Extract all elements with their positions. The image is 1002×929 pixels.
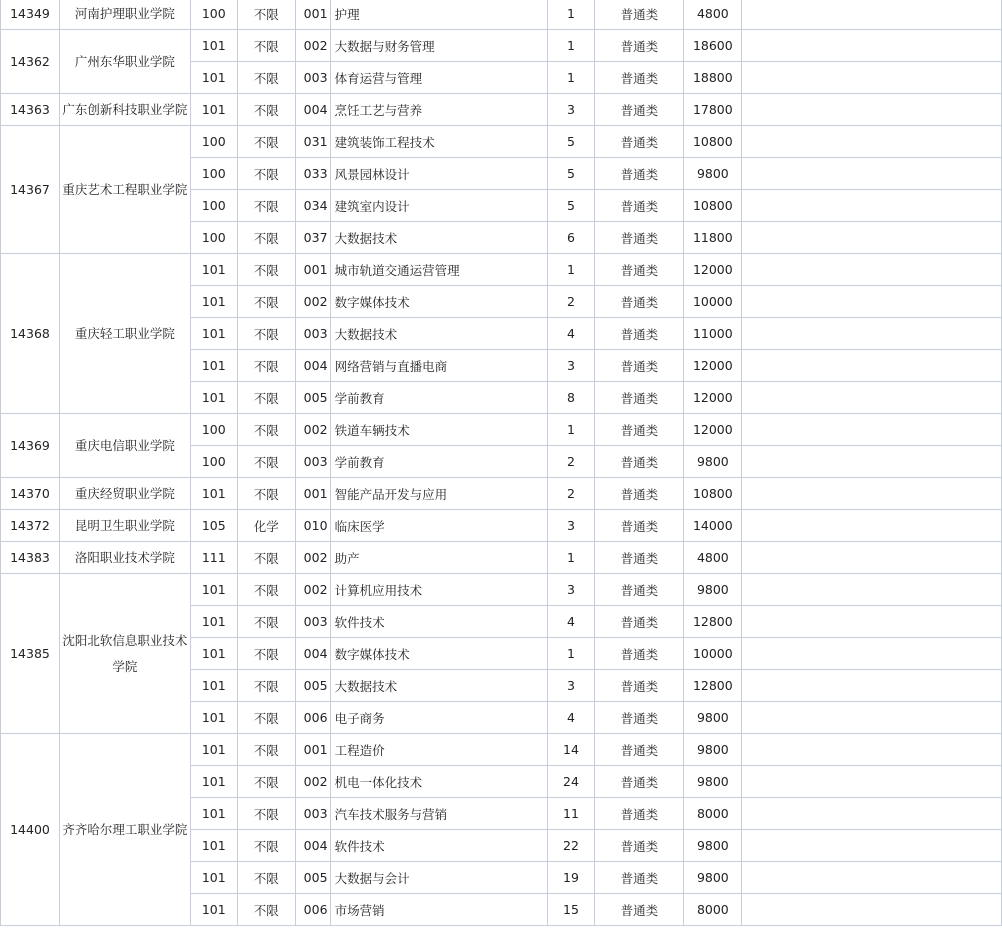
category-cell: 普通类: [595, 862, 684, 894]
plan-count-cell: 14: [547, 734, 595, 766]
category-cell: 普通类: [595, 126, 684, 158]
group-code-cell: 101: [190, 734, 237, 766]
category-cell: 普通类: [595, 30, 684, 62]
empty-cell: [742, 286, 1002, 318]
plan-count-cell: 3: [547, 350, 595, 382]
major-code-cell: 003: [295, 318, 330, 350]
tuition-cell: 17800: [684, 94, 742, 126]
school-name-cell: 广东创新科技职业学院: [59, 94, 190, 126]
major-code-cell: 006: [295, 702, 330, 734]
major-name-cell: 城市轨道交通运营管理: [330, 254, 547, 286]
subject-requirement-cell: 不限: [237, 414, 295, 446]
school-code-cell: 14400: [1, 734, 60, 926]
empty-cell: [742, 798, 1002, 830]
empty-cell: [742, 222, 1002, 254]
school-name-cell: 重庆电信职业学院: [59, 414, 190, 478]
school-name-cell: 昆明卫生职业学院: [59, 510, 190, 542]
subject-requirement-cell: 不限: [237, 126, 295, 158]
category-cell: 普通类: [595, 542, 684, 574]
table-row: [1, 30, 1002, 62]
category-cell: 普通类: [595, 574, 684, 606]
major-code-cell: 003: [295, 798, 330, 830]
plan-count-cell: 24: [547, 766, 595, 798]
tuition-cell: 11800: [684, 222, 742, 254]
major-code-cell: 034: [295, 190, 330, 222]
category-cell: 普通类: [595, 414, 684, 446]
tuition-cell: 12800: [684, 670, 742, 702]
tuition-cell: 10000: [684, 286, 742, 318]
group-code-cell: 100: [190, 126, 237, 158]
plan-count-cell: 19: [547, 862, 595, 894]
major-name-cell: 铁道车辆技术: [330, 414, 547, 446]
school-name-cell: 沈阳北软信息职业技术学院: [59, 574, 190, 734]
empty-cell: [742, 126, 1002, 158]
subject-requirement-cell: 不限: [237, 62, 295, 94]
major-name-cell: 学前教育: [330, 446, 547, 478]
group-code-cell: 101: [190, 62, 237, 94]
category-cell: 普通类: [595, 510, 684, 542]
school-name-cell: 广州东华职业学院: [59, 30, 190, 94]
table-row: [1, 574, 1002, 606]
subject-requirement-cell: 不限: [237, 766, 295, 798]
category-cell: 普通类: [595, 0, 684, 30]
group-code-cell: 101: [190, 574, 237, 606]
empty-cell: [742, 670, 1002, 702]
group-code-cell: 101: [190, 286, 237, 318]
empty-cell: [742, 382, 1002, 414]
group-code-cell: 101: [190, 830, 237, 862]
empty-cell: [742, 894, 1002, 926]
school-name-cell: 河南护理职业学院: [59, 0, 190, 30]
group-code-cell: 100: [190, 446, 237, 478]
school-name-cell: 重庆轻工职业学院: [59, 254, 190, 414]
group-code-cell: 101: [190, 30, 237, 62]
plan-count-cell: 1: [547, 638, 595, 670]
category-cell: 普通类: [595, 350, 684, 382]
empty-cell: [742, 734, 1002, 766]
major-code-cell: 003: [295, 606, 330, 638]
category-cell: 普通类: [595, 222, 684, 254]
subject-requirement-cell: 不限: [237, 830, 295, 862]
school-name-cell: 重庆经贸职业学院: [59, 478, 190, 510]
tuition-cell: 9800: [684, 446, 742, 478]
empty-cell: [742, 62, 1002, 94]
major-code-cell: 004: [295, 830, 330, 862]
empty-cell: [742, 350, 1002, 382]
school-code-cell: 14368: [1, 254, 60, 414]
plan-count-cell: 2: [547, 286, 595, 318]
major-name-cell: 风景园林设计: [330, 158, 547, 190]
subject-requirement-cell: 不限: [237, 382, 295, 414]
tuition-cell: 12000: [684, 382, 742, 414]
major-code-cell: 037: [295, 222, 330, 254]
group-code-cell: 100: [190, 158, 237, 190]
empty-cell: [742, 574, 1002, 606]
school-code-cell: 14372: [1, 510, 60, 542]
tuition-cell: 9800: [684, 574, 742, 606]
group-code-cell: 101: [190, 350, 237, 382]
table-body: [1, 0, 1002, 926]
group-code-cell: 101: [190, 94, 237, 126]
table-row: [1, 510, 1002, 542]
empty-cell: [742, 158, 1002, 190]
tuition-cell: 9800: [684, 158, 742, 190]
subject-requirement-cell: 不限: [237, 350, 295, 382]
group-code-cell: 101: [190, 670, 237, 702]
subject-requirement-cell: 不限: [237, 638, 295, 670]
group-code-cell: 101: [190, 638, 237, 670]
school-code-cell: 14383: [1, 542, 60, 574]
plan-count-cell: 1: [547, 414, 595, 446]
major-code-cell: 002: [295, 30, 330, 62]
major-name-cell: 市场营销: [330, 894, 547, 926]
school-code-cell: 14362: [1, 30, 60, 94]
plan-count-cell: 3: [547, 574, 595, 606]
table-row: [1, 0, 1002, 30]
major-name-cell: 助产: [330, 542, 547, 574]
major-name-cell: 网络营销与直播电商: [330, 350, 547, 382]
plan-count-cell: 3: [547, 670, 595, 702]
table-row: [1, 414, 1002, 446]
subject-requirement-cell: 不限: [237, 318, 295, 350]
empty-cell: [742, 542, 1002, 574]
group-code-cell: 111: [190, 542, 237, 574]
plan-count-cell: 2: [547, 478, 595, 510]
category-cell: 普通类: [595, 158, 684, 190]
group-code-cell: 100: [190, 0, 237, 30]
major-name-cell: 建筑室内设计: [330, 190, 547, 222]
category-cell: 普通类: [595, 446, 684, 478]
plan-count-cell: 1: [547, 62, 595, 94]
major-code-cell: 005: [295, 670, 330, 702]
major-name-cell: 大数据技术: [330, 670, 547, 702]
subject-requirement-cell: 不限: [237, 0, 295, 30]
empty-cell: [742, 190, 1002, 222]
plan-count-cell: 4: [547, 702, 595, 734]
empty-cell: [742, 30, 1002, 62]
plan-count-cell: 5: [547, 158, 595, 190]
subject-requirement-cell: 化学: [237, 510, 295, 542]
tuition-cell: 10800: [684, 126, 742, 158]
subject-requirement-cell: 不限: [237, 542, 295, 574]
plan-count-cell: 1: [547, 0, 595, 30]
tuition-cell: 18800: [684, 62, 742, 94]
tuition-cell: 9800: [684, 862, 742, 894]
tuition-cell: 12800: [684, 606, 742, 638]
major-code-cell: 004: [295, 638, 330, 670]
category-cell: 普通类: [595, 734, 684, 766]
empty-cell: [742, 638, 1002, 670]
empty-cell: [742, 254, 1002, 286]
group-code-cell: 101: [190, 606, 237, 638]
plan-count-cell: 3: [547, 510, 595, 542]
major-code-cell: 005: [295, 862, 330, 894]
major-name-cell: 软件技术: [330, 606, 547, 638]
tuition-cell: 8000: [684, 798, 742, 830]
major-code-cell: 001: [295, 478, 330, 510]
table-row: [1, 254, 1002, 286]
major-name-cell: 电子商务: [330, 702, 547, 734]
tuition-cell: 18600: [684, 30, 742, 62]
group-code-cell: 105: [190, 510, 237, 542]
major-code-cell: 002: [295, 542, 330, 574]
group-code-cell: 101: [190, 478, 237, 510]
major-code-cell: 010: [295, 510, 330, 542]
tuition-cell: 9800: [684, 702, 742, 734]
group-code-cell: 101: [190, 862, 237, 894]
group-code-cell: 100: [190, 222, 237, 254]
subject-requirement-cell: 不限: [237, 286, 295, 318]
empty-cell: [742, 414, 1002, 446]
major-code-cell: 004: [295, 94, 330, 126]
major-code-cell: 003: [295, 446, 330, 478]
major-name-cell: 软件技术: [330, 830, 547, 862]
plan-count-cell: 3: [547, 94, 595, 126]
school-name-cell: 洛阳职业技术学院: [59, 542, 190, 574]
subject-requirement-cell: 不限: [237, 254, 295, 286]
category-cell: 普通类: [595, 638, 684, 670]
tuition-cell: 14000: [684, 510, 742, 542]
major-name-cell: 学前教育: [330, 382, 547, 414]
tuition-cell: 9800: [684, 766, 742, 798]
school-code-cell: 14370: [1, 478, 60, 510]
plan-count-cell: 22: [547, 830, 595, 862]
empty-cell: [742, 862, 1002, 894]
table-row: [1, 734, 1002, 766]
category-cell: 普通类: [595, 190, 684, 222]
category-cell: 普通类: [595, 318, 684, 350]
empty-cell: [742, 510, 1002, 542]
category-cell: 普通类: [595, 382, 684, 414]
group-code-cell: 101: [190, 766, 237, 798]
plan-count-cell: 5: [547, 126, 595, 158]
major-name-cell: 体育运营与管理: [330, 62, 547, 94]
major-code-cell: 001: [295, 0, 330, 30]
school-code-cell: 14369: [1, 414, 60, 478]
major-name-cell: 临床医学: [330, 510, 547, 542]
subject-requirement-cell: 不限: [237, 574, 295, 606]
empty-cell: [742, 830, 1002, 862]
tuition-cell: 12000: [684, 350, 742, 382]
plan-count-cell: 5: [547, 190, 595, 222]
major-name-cell: 大数据技术: [330, 318, 547, 350]
plan-count-cell: 6: [547, 222, 595, 254]
major-code-cell: 002: [295, 574, 330, 606]
group-code-cell: 101: [190, 382, 237, 414]
major-code-cell: 031: [295, 126, 330, 158]
plan-count-cell: 1: [547, 542, 595, 574]
category-cell: 普通类: [595, 798, 684, 830]
empty-cell: [742, 446, 1002, 478]
category-cell: 普通类: [595, 894, 684, 926]
group-code-cell: 100: [190, 414, 237, 446]
major-code-cell: 002: [295, 766, 330, 798]
subject-requirement-cell: 不限: [237, 222, 295, 254]
group-code-cell: 101: [190, 702, 237, 734]
school-code-cell: 14385: [1, 574, 60, 734]
subject-requirement-cell: 不限: [237, 894, 295, 926]
major-name-cell: 数字媒体技术: [330, 638, 547, 670]
subject-requirement-cell: 不限: [237, 670, 295, 702]
tuition-cell: 9800: [684, 830, 742, 862]
tuition-cell: 10000: [684, 638, 742, 670]
tuition-cell: 11000: [684, 318, 742, 350]
tuition-cell: 12000: [684, 254, 742, 286]
school-code-cell: 14367: [1, 126, 60, 254]
tuition-cell: 8000: [684, 894, 742, 926]
subject-requirement-cell: 不限: [237, 862, 295, 894]
tuition-cell: 4800: [684, 542, 742, 574]
category-cell: 普通类: [595, 766, 684, 798]
table-row: [1, 126, 1002, 158]
major-code-cell: 001: [295, 254, 330, 286]
empty-cell: [742, 702, 1002, 734]
major-code-cell: 006: [295, 894, 330, 926]
major-name-cell: 大数据技术: [330, 222, 547, 254]
tuition-cell: 10800: [684, 478, 742, 510]
subject-requirement-cell: 不限: [237, 30, 295, 62]
school-code-cell: 14363: [1, 94, 60, 126]
category-cell: 普通类: [595, 254, 684, 286]
empty-cell: [742, 478, 1002, 510]
empty-cell: [742, 0, 1002, 30]
school-name-cell: 齐齐哈尔理工职业学院: [59, 734, 190, 926]
plan-count-cell: 2: [547, 446, 595, 478]
plan-count-cell: 15: [547, 894, 595, 926]
subject-requirement-cell: 不限: [237, 190, 295, 222]
subject-requirement-cell: 不限: [237, 798, 295, 830]
major-code-cell: 002: [295, 414, 330, 446]
plan-count-cell: 1: [547, 254, 595, 286]
tuition-cell: 9800: [684, 734, 742, 766]
category-cell: 普通类: [595, 830, 684, 862]
table-row: [1, 94, 1002, 126]
category-cell: 普通类: [595, 478, 684, 510]
subject-requirement-cell: 不限: [237, 446, 295, 478]
category-cell: 普通类: [595, 606, 684, 638]
major-code-cell: 003: [295, 62, 330, 94]
major-name-cell: 汽车技术服务与营销: [330, 798, 547, 830]
tuition-cell: 12000: [684, 414, 742, 446]
category-cell: 普通类: [595, 670, 684, 702]
major-name-cell: 数字媒体技术: [330, 286, 547, 318]
subject-requirement-cell: 不限: [237, 478, 295, 510]
subject-requirement-cell: 不限: [237, 606, 295, 638]
plan-count-cell: 4: [547, 318, 595, 350]
group-code-cell: 101: [190, 318, 237, 350]
subject-requirement-cell: 不限: [237, 734, 295, 766]
major-name-cell: 大数据与财务管理: [330, 30, 547, 62]
tuition-cell: 4800: [684, 0, 742, 30]
category-cell: 普通类: [595, 702, 684, 734]
empty-cell: [742, 606, 1002, 638]
plan-count-cell: 1: [547, 30, 595, 62]
empty-cell: [742, 318, 1002, 350]
empty-cell: [742, 94, 1002, 126]
tuition-cell: 10800: [684, 190, 742, 222]
major-name-cell: 机电一体化技术: [330, 766, 547, 798]
major-name-cell: 建筑装饰工程技术: [330, 126, 547, 158]
major-name-cell: 烹饪工艺与营养: [330, 94, 547, 126]
major-name-cell: 护理: [330, 0, 547, 30]
table-row: [1, 542, 1002, 574]
plan-count-cell: 8: [547, 382, 595, 414]
category-cell: 普通类: [595, 62, 684, 94]
major-code-cell: 004: [295, 350, 330, 382]
group-code-cell: 101: [190, 798, 237, 830]
major-name-cell: 大数据与会计: [330, 862, 547, 894]
major-name-cell: 计算机应用技术: [330, 574, 547, 606]
table-row: [1, 478, 1002, 510]
subject-requirement-cell: 不限: [237, 94, 295, 126]
subject-requirement-cell: 不限: [237, 158, 295, 190]
major-code-cell: 005: [295, 382, 330, 414]
plan-count-cell: 4: [547, 606, 595, 638]
plan-count-cell: 11: [547, 798, 595, 830]
group-code-cell: 101: [190, 254, 237, 286]
category-cell: 普通类: [595, 286, 684, 318]
major-name-cell: 智能产品开发与应用: [330, 478, 547, 510]
major-code-cell: 002: [295, 286, 330, 318]
major-code-cell: 033: [295, 158, 330, 190]
major-name-cell: 工程造价: [330, 734, 547, 766]
empty-cell: [742, 766, 1002, 798]
group-code-cell: 100: [190, 190, 237, 222]
subject-requirement-cell: 不限: [237, 702, 295, 734]
school-name-cell: 重庆艺术工程职业学院: [59, 126, 190, 254]
school-code-cell: 14349: [1, 0, 60, 30]
major-code-cell: 001: [295, 734, 330, 766]
category-cell: 普通类: [595, 94, 684, 126]
group-code-cell: 101: [190, 894, 237, 926]
